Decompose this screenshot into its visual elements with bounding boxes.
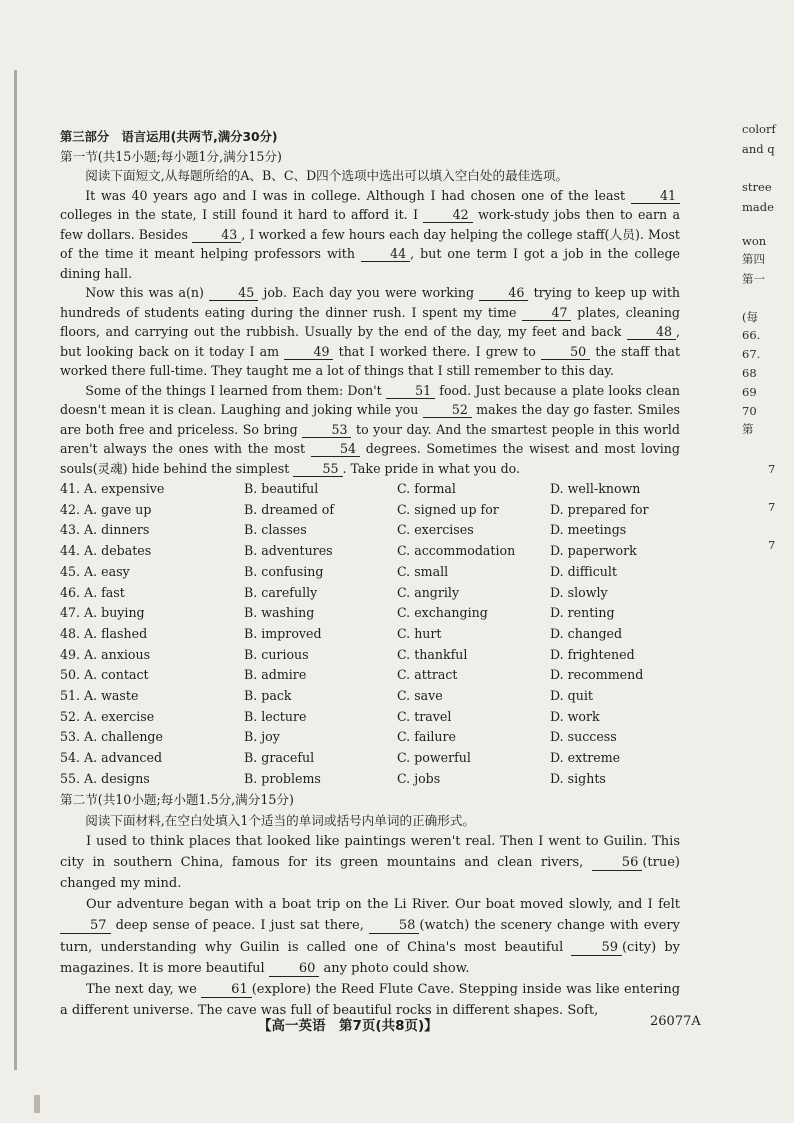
- blank-50[interactable]: 50: [541, 345, 590, 360]
- edge-fragment: 68: [742, 366, 757, 380]
- passage-text: (watch) the scenery change with every turn, understanding why Guilin is called one of China's most beautiful: [60, 918, 680, 955]
- edge-smudge: [34, 1095, 40, 1113]
- blank-59[interactable]: 59: [571, 941, 622, 956]
- option-53-A[interactable]: 53. A. challenge: [60, 729, 163, 745]
- option-41-B[interactable]: B. beautiful: [244, 481, 319, 496]
- option-55-B[interactable]: B. problems: [244, 770, 321, 786]
- option-49-D[interactable]: D. frightened: [550, 646, 635, 662]
- option-42-B[interactable]: B. dreamed of: [244, 501, 335, 517]
- passage-text: plates, cleaning floors, and carrying out the rubbish. Usually by the end of the day, my feet and back: [60, 304, 680, 339]
- blank-43[interactable]: 43: [192, 228, 241, 243]
- passage-text: . Take pride in what you do.: [342, 460, 520, 476]
- blank-45[interactable]: 45: [209, 286, 258, 301]
- option-44-A[interactable]: 44. A. debates: [60, 543, 152, 559]
- edge-fragment: colorf: [742, 122, 776, 136]
- passage-text: food. Just because a plate looks clean doesn't mean it is clean. Laughing and joking while you: [60, 382, 680, 417]
- option-47-C[interactable]: C. exchanging: [397, 605, 488, 621]
- passage-text: (city) by magazines. It is more beautiful: [60, 939, 680, 976]
- passage-text: work-study jobs then to earn a few dollars. Besides: [60, 207, 681, 242]
- passage-text: I used to think places that looked like paintings weren't real. Then I went to Guilin. This city in southern China, famous for its green mountains and clean rivers,: [60, 833, 680, 870]
- option-47-D[interactable]: D. renting: [550, 605, 615, 621]
- blank-49[interactable]: 49: [284, 345, 333, 360]
- blank-57[interactable]: 57: [60, 919, 111, 934]
- option-43-C[interactable]: C. exercises: [397, 522, 474, 538]
- option-55-D[interactable]: D. sights: [550, 770, 606, 786]
- blank-41[interactable]: 41: [631, 189, 680, 204]
- edge-fragment: 67.: [742, 347, 761, 361]
- option-53-B[interactable]: B. joy: [244, 729, 280, 745]
- section2: [60, 790, 680, 1022]
- passage-paragraph-2: [60, 283, 680, 381]
- passage-text: to your day. And the smartest people in this world aren't always the ones with the most: [60, 421, 680, 456]
- passage-text: deep sense of peace. I just sat there,: [110, 918, 369, 934]
- passage-text: , but looking back on it today I am: [60, 324, 680, 359]
- passage-text: any photo could show.: [319, 960, 470, 976]
- option-48-C[interactable]: C. hurt: [397, 625, 442, 641]
- option-51-A[interactable]: 51. A. waste: [60, 688, 139, 704]
- blank-44[interactable]: 44: [361, 247, 410, 262]
- option-44-C[interactable]: C. accommodation: [397, 543, 516, 559]
- option-53-C[interactable]: C. failure: [397, 729, 457, 745]
- option-44-B[interactable]: B. adventures: [244, 543, 333, 559]
- option-44-D[interactable]: D. paperwork: [550, 543, 637, 559]
- blank-60[interactable]: 60: [269, 962, 320, 977]
- passage-text: colleges in the state, I still found it hard to afford it. I: [60, 207, 424, 222]
- option-54-C[interactable]: C. powerful: [397, 750, 471, 766]
- option-50-B[interactable]: B. admire: [244, 667, 307, 683]
- passage-text: the staff that worked there full-time. They taught me a lot of things that I still remember to this day.: [60, 343, 681, 378]
- edge-fragment: 70: [742, 404, 757, 418]
- main-content: [60, 128, 680, 1021]
- option-52-B[interactable]: B. lecture: [244, 708, 307, 724]
- option-51-B[interactable]: B. pack: [244, 688, 292, 704]
- passage-text: job. Each day you were working: [258, 285, 480, 300]
- option-45-D[interactable]: D. difficult: [550, 563, 617, 579]
- blank-53[interactable]: 53: [302, 423, 351, 438]
- blank-52[interactable]: 52: [423, 403, 472, 418]
- option-42-A[interactable]: 42. A. gave up: [60, 501, 152, 517]
- section1-title: 第一节(共15小题;每小题1分,满分15分): [60, 148, 282, 164]
- option-54-B[interactable]: B. graceful: [244, 750, 315, 766]
- blank-51[interactable]: 51: [386, 384, 435, 399]
- option-46-A[interactable]: 46. A. fast: [60, 584, 125, 600]
- edge-fragment: 7: [768, 500, 776, 514]
- option-45-C[interactable]: C. small: [397, 563, 449, 579]
- option-51-C[interactable]: C. save: [397, 688, 443, 704]
- edge-fragment: won: [742, 234, 767, 248]
- page-fold-shadow: [14, 70, 17, 1070]
- option-43-D[interactable]: D. meetings: [550, 522, 627, 538]
- option-43-A[interactable]: 43. A. dinners: [60, 522, 150, 538]
- passage-text: , but one term I got a job in the college dining hall.: [60, 246, 680, 281]
- option-52-C[interactable]: C. travel: [397, 708, 452, 724]
- passage-paragraph-1: [60, 186, 680, 284]
- edge-fragment: and q: [742, 142, 775, 156]
- blank-56[interactable]: 56: [592, 856, 643, 871]
- option-50-D[interactable]: D. recommend: [550, 667, 644, 683]
- passage-text: (explore) the Reed Flute Cave. Stepping inside was like entering a different universe. The cave was full of beautiful rocks in different shapes. Soft,: [60, 981, 681, 1019]
- option-49-B[interactable]: B. curious: [244, 646, 309, 662]
- blank-48[interactable]: 48: [627, 325, 676, 340]
- option-45-A[interactable]: 45. A. easy: [60, 563, 130, 579]
- option-47-A[interactable]: 47. A. buying: [60, 605, 145, 621]
- passage-text: makes the day go faster. Smiles are both free and priceless. So bring: [60, 402, 680, 437]
- option-45-B[interactable]: B. confusing: [244, 563, 324, 579]
- option-42-C[interactable]: C. signed up for: [397, 501, 499, 517]
- passage-text: Our adventure began with a boat trip on the Li River. Our boat moved slowly, and I felt: [86, 897, 680, 913]
- section2-instructions: 阅读下面材料,在空白处填入1个适当的单词或括号内单词的正确形式。: [85, 812, 476, 828]
- edge-fragment: 69: [742, 385, 757, 399]
- passage2-paragraph-1: [60, 831, 680, 895]
- option-41-D[interactable]: D. well-known: [550, 481, 641, 496]
- option-55-C[interactable]: C. jobs: [397, 770, 441, 786]
- passage-text: , I worked a few hours each day helping the college staff(人员). Most of the time it meant helping professors with: [60, 226, 680, 261]
- option-55-A[interactable]: 55. A. designs: [60, 770, 150, 786]
- blank-42[interactable]: 42: [423, 208, 472, 223]
- edge-fragment: 第四: [742, 252, 765, 266]
- footer-code: 26077A: [650, 1014, 701, 1029]
- edge-fragment: stree: [742, 180, 772, 194]
- passage-text: It was 40 years ago and I was in college. Although I had chosen one of the least: [85, 187, 631, 203]
- blank-46[interactable]: 46: [479, 286, 528, 301]
- option-46-D[interactable]: D. slowly: [550, 584, 608, 600]
- option-54-D[interactable]: D. extreme: [550, 750, 621, 766]
- option-41-A[interactable]: 41. A. expensive: [60, 481, 165, 496]
- option-52-D[interactable]: D. work: [550, 708, 600, 724]
- option-48-A[interactable]: 48. A. flashed: [60, 625, 148, 641]
- passage-text: that I worked there. I grew to: [333, 343, 541, 359]
- option-52-A[interactable]: 52. A. exercise: [60, 708, 155, 724]
- part-title: 第三部分 语言运用(共两节,满分30分): [60, 130, 278, 144]
- edge-fragment: 7: [768, 538, 776, 552]
- blank-58[interactable]: 58: [369, 919, 420, 934]
- option-46-B[interactable]: B. carefully: [244, 584, 318, 600]
- blank-55[interactable]: 55: [293, 462, 342, 477]
- passage-text: (true) changed my mind.: [60, 854, 680, 891]
- section1-instructions: 阅读下面短文,从每题所给的A、B、C、D四个选项中选出可以填入空白处的最佳选项。: [85, 168, 569, 183]
- option-49-C[interactable]: C. thankful: [397, 646, 468, 662]
- blank-61[interactable]: 61: [201, 983, 252, 998]
- edge-fragment: (每: [742, 310, 758, 324]
- passage-text: degrees. Sometimes the wisest and most loving souls(灵魂) hide behind the simplest: [60, 441, 680, 476]
- option-50-A[interactable]: 50. A. contact: [60, 667, 149, 683]
- footer-label: 【高一英语 第7页(共8页)】: [258, 1018, 438, 1034]
- passage-paragraph-3: [60, 381, 680, 479]
- passage2-paragraph-2: [60, 894, 680, 979]
- option-51-D[interactable]: D. quit: [550, 688, 593, 704]
- option-43-B[interactable]: B. classes: [244, 522, 307, 538]
- passage-text: The next day, we: [86, 981, 202, 997]
- passage-text: trying to keep up with hundreds of students eating during the dinner rush. I spent my time: [60, 285, 680, 320]
- option-53-D[interactable]: D. success: [550, 729, 617, 745]
- option-42-D[interactable]: D. prepared for: [550, 501, 649, 517]
- edge-fragment: 66.: [742, 328, 761, 342]
- option-54-A[interactable]: 54. A. advanced: [60, 750, 163, 766]
- passage-text: Some of the things I learned from them: Don't: [85, 382, 386, 398]
- blank-47[interactable]: 47: [522, 306, 571, 321]
- option-41-C[interactable]: C. formal: [397, 481, 456, 496]
- edge-fragment: 第: [742, 422, 754, 436]
- blank-54[interactable]: 54: [311, 442, 360, 457]
- section2-title: 第二节(共10小题;每小题1.5分,满分15分): [60, 791, 294, 807]
- option-48-D[interactable]: D. changed: [550, 625, 623, 641]
- option-47-B[interactable]: B. washing: [244, 605, 315, 621]
- options-grid: [60, 479, 680, 790]
- option-48-B[interactable]: B. improved: [244, 625, 322, 641]
- edge-fragment: 第一: [742, 272, 765, 286]
- edge-fragment: 7: [768, 462, 776, 476]
- option-46-C[interactable]: C. angrily: [397, 584, 460, 600]
- edge-fragment: made: [742, 200, 774, 214]
- option-50-C[interactable]: C. attract: [397, 667, 458, 683]
- passage-text: Now this was a(n): [85, 285, 210, 300]
- option-49-A[interactable]: 49. A. anxious: [60, 646, 151, 662]
